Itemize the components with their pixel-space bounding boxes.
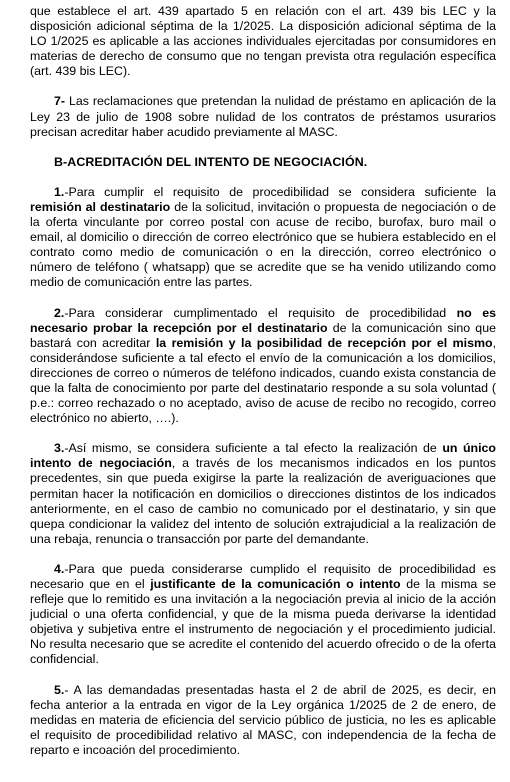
paragraph-1-text-b: de la solicitud, invitación o propuesta de negociación o de la oferta vinculante por correo postal con acuse de recibo, burofax, buro mail o email, al domicilio o dirección de correo electrónico que se hubiera establecido en el contrato como medio de comunicación o en la dirección, correo electrónico o número de teléfono ( whatsapp) que se acredite que se ha venido utilizando como medio de comunicación entre las partes. xyxy=(30,199,497,290)
paragraph-1-text-a: -Para cumplir el requisito de procedibilidad se considera suficiente la xyxy=(64,184,496,199)
paragraph-4-text-a: -Para que pueda considerarse cumplido el requisito de procedibilidad es necesario que en el xyxy=(30,561,496,591)
paragraph-5 xyxy=(30,683,496,758)
paragraph-7-number: 7- xyxy=(54,94,66,109)
paragraph-2-text-b: de la comunicación sino que bastará con acreditar xyxy=(30,320,496,350)
paragraph-7 xyxy=(30,94,496,139)
paragraph-3 xyxy=(30,441,496,547)
section-heading: B-ACREDITACIÓN DEL INTENTO DE NEGOCIACIÓN. xyxy=(54,154,368,169)
paragraph-3-text-a: -Así mismo, se considera suficiente a tal efecto la realización de xyxy=(64,441,443,456)
paragraph-4-number: 4. xyxy=(54,561,65,576)
intro-paragraph xyxy=(30,4,496,79)
paragraph-2-bold-a: no es necesario probar la recepción por el destinatario xyxy=(30,305,496,335)
paragraph-4 xyxy=(30,562,496,668)
intro-text: que establece el art. 439 apartado 5 en relación con el art. 439 bis LEC y la disposición adicional séptima de la 1/2025. La disposición adicional séptima de la LO 1/2025 es aplicable a las acciones individuales ejercitadas por consumidores en materias de derecho de consumo que no tengan prevista otra regulación específica (art. 439 bis LEC). xyxy=(30,4,496,79)
paragraph-3-text-b: , a través de los mecanismos indicados en los puntos precedentes, sin que pueda exigirse la parte la realización de averiguaciones que permitan hacer la notificación en domicilios o direcciones distintos de los indicados anteriormente, en el caso de cambio no comunicado por el destinatario, y sin que quepa condicionar la validez del intento de solución extrajudicial a la realización de una rebaja, renuncia o transacción por parte del demandante. xyxy=(30,456,496,546)
paragraph-2-text-a: -Para considerar cumplimentado el requisito de procedibilidad xyxy=(64,305,457,320)
paragraph-2-text-c: , considerándose suficiente a tal efecto el envío de la comunicación a los domicilios, direcciones de correo o números de teléfono indicados, cuando exista constancia de que la falta de conocimiento por parte del destinatario responde a su sola voluntad ( p.e.: correo rechazado o no aceptado, aviso de acuse de recibo no recogido, correo electrónico no abierto, ….). xyxy=(30,335,497,426)
paragraph-5-text: - A las demandadas presentadas hasta el 2 de abril de 2025, es decir, en fecha anterior a la entrada en vigor de la Ley orgánica 1/2025 de 2 de enero, de medidas en materia de eficiencia del servicio público de justicia, no les es aplicable el requisito de procedibilidad relativo al MASC, con independencia de la fecha de reparto e incoación del procedimiento. xyxy=(30,682,496,757)
paragraph-2-number: 2. xyxy=(54,305,65,320)
paragraph-5-number: 5. xyxy=(54,682,65,697)
paragraph-2 xyxy=(30,306,496,427)
paragraph-4-bold-a: justificante de la comunicación o intento xyxy=(150,577,401,591)
paragraph-1-number: 1. xyxy=(54,184,65,199)
paragraph-3-bold-a: un único intento de negociación xyxy=(30,441,496,471)
paragraph-7-text: Las reclamaciones que pretendan la nulidad de préstamo en aplicación de la Ley 23 de julio de 1908 sobre nulidad de los contratos de préstamos usurarios precisan acreditar haber acudido previamente al MASC. xyxy=(30,94,496,139)
paragraph-3-number: 3. xyxy=(54,441,65,456)
paragraph-1 xyxy=(30,185,496,291)
paragraph-1-bold-a: remisión al destinatario xyxy=(30,199,171,214)
paragraph-2-bold-b: la remisión y la posibilidad de recepción por el mismo xyxy=(155,335,493,350)
paragraph-4-text-b: de la misma se refleje que lo remitido es una invitación a la negociación previa al inicio de la acción judicial o una oferta confidencial, y que de la misma pueda derivarse la identidad objetiva y subjetiva entre el instrumento de negociación y el procedimiento judicial. No resulta necesario que se acredite el contenido del acuerdo ofrecido o de la oferta confidencial. xyxy=(30,577,496,667)
